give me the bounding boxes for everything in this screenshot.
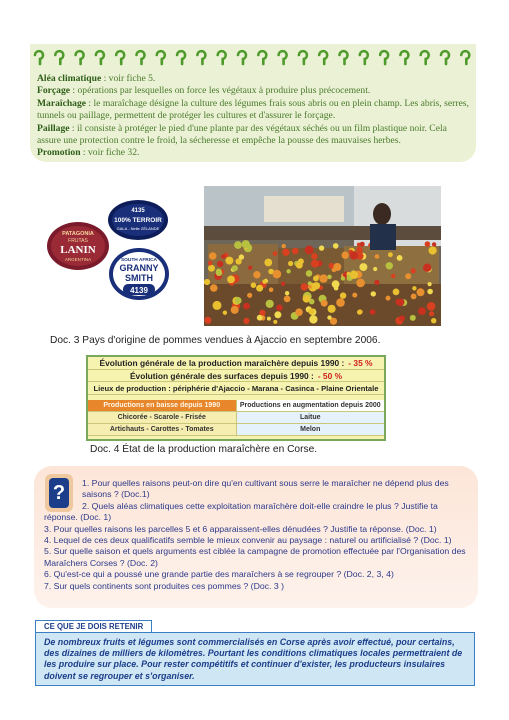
- fruit: [352, 293, 357, 298]
- question-item: 6. Qu'est-ce qui a poussé une grande partie des maraîchers à se regrouper ? (Doc. 2, 3, 4): [44, 569, 394, 580]
- sticker-lanin-bottom: ARGENTINA: [64, 257, 92, 262]
- fruit: [232, 265, 238, 271]
- fruit: [253, 271, 260, 278]
- spiral-ring: [238, 51, 246, 64]
- glossary-text: [37, 73, 469, 160]
- fruit: [397, 255, 403, 261]
- fruit: [319, 274, 327, 282]
- fruit: [305, 246, 314, 255]
- question-item: 4. Lequel de ces deux qualificatifs semble le mieux convenir au paysage : naturel ou artificialisé ? (Doc. 1): [44, 535, 452, 546]
- fruit: [235, 297, 242, 304]
- fruit: [308, 308, 314, 314]
- questions-list: [44, 478, 472, 592]
- fruit: [427, 302, 436, 311]
- question-item: 5. Sur quelle saison et quels arguments est ciblée la campagne de promotion effectuée par l'Organisation des Maraîchers Corses ? (Doc. 2): [44, 546, 466, 568]
- fruit: [306, 270, 313, 277]
- fruit: [296, 262, 303, 269]
- spiral-ring: [319, 51, 327, 64]
- sticker-lanin-name: LANIN: [60, 244, 96, 256]
- sticker-granny-name2: SMITH: [125, 273, 153, 283]
- fruit: [210, 284, 218, 292]
- fruit: [321, 300, 328, 307]
- fruit: [273, 251, 278, 256]
- retain-text: De nombreux fruits et légumes sont commercialisés en Corse après avoir effectué, pour certains, des dizaines de milliers de kilomètres. Pourtant les conditions climatiques locales permettraient de les produire sur place. Pour rester compétitifs et continuer d'exister, les producteurs insulaires doivent se regrouper et s'organiser.: [35, 632, 475, 686]
- fruit: [431, 318, 436, 323]
- sticker-granny: [109, 248, 169, 300]
- doc3-caption: Doc. 3 Pays d'origine de pommes vendues à Ajaccio en septembre 2006.: [50, 335, 381, 346]
- fruit: [208, 265, 215, 272]
- production-table: [86, 355, 386, 441]
- spiral-ring: [400, 51, 408, 64]
- fruit: [341, 276, 345, 280]
- glossary-entry: Paillage : il consiste à protéger le pied d'une plante par des végétaux séchés ou un film plastique noir. Cela assure une protection contre le froid, la sécheresse et empêche la pousse des mauvaises herbes.: [37, 122, 447, 147]
- fruit: [204, 279, 210, 285]
- spiral-ring: [461, 51, 469, 64]
- spiral-ring: [137, 51, 145, 64]
- fruit: [204, 317, 211, 324]
- fruit: [327, 275, 332, 280]
- glossary-entry: Maraîchage : le maraîchage désigne la culture des légumes frais sous abris ou en plein champ. Les abris, serres, tunnels ou paillage, permettent de protéger les cultures et d'assurer le forçage.: [37, 97, 469, 122]
- fruit: [223, 311, 227, 315]
- question-item: 2. Quels aléas climatiques cette exploitation maraîchère doit-elle craindre le plus ? Justifie ta réponse. (Doc. 1): [44, 500, 438, 523]
- spiral-ring: [116, 51, 124, 64]
- doc4-caption: Doc. 4 État de la production maraîchère en Corse.: [90, 444, 318, 455]
- apple-stickers: [40, 192, 180, 312]
- spiral-ring: [380, 51, 388, 64]
- fruit: [356, 247, 362, 253]
- fruit: [412, 286, 416, 290]
- sticker-terroir-code: 4135: [131, 208, 145, 214]
- fruit: [319, 245, 324, 250]
- header-baisse: Productions en baisse depuis 1990: [88, 400, 237, 412]
- fruit: [276, 305, 282, 311]
- fruit: [284, 296, 291, 303]
- fruit: [328, 305, 336, 313]
- sticker-lanin: [47, 222, 109, 270]
- question-item: 1. Pour quelles raisons peut-on dire qu'en cultivant sous serre le maraîcher ne dépend plus des saisons ? (Doc.1): [82, 478, 449, 500]
- spiral-ring: [258, 51, 266, 64]
- fruit: [360, 242, 365, 247]
- fruit: [327, 315, 331, 319]
- spiral-ring: [197, 51, 205, 64]
- fruit: [410, 315, 416, 321]
- fruit: [429, 246, 437, 254]
- fruit: [428, 282, 432, 286]
- sticker-granny-code: 4139: [130, 286, 148, 295]
- fruit: [225, 257, 233, 265]
- spiral-ring: [35, 51, 43, 64]
- fruit: [386, 296, 391, 301]
- fruit: [391, 274, 395, 278]
- fruit: [333, 263, 341, 271]
- spiral-ring: [360, 51, 368, 64]
- fruit: [311, 253, 317, 259]
- fruit: [208, 261, 213, 266]
- fruit: [256, 285, 263, 292]
- spiral-ring: [299, 51, 307, 64]
- fruit: [266, 300, 274, 308]
- fruit: [359, 263, 367, 271]
- fruit: [336, 298, 345, 307]
- fruit: [273, 270, 282, 279]
- spiral-binding: [32, 47, 474, 67]
- fruit: [370, 309, 376, 315]
- fruit: [411, 294, 417, 300]
- spiral-ring: [218, 51, 226, 64]
- fruit: [227, 276, 235, 284]
- fruit: [262, 280, 266, 284]
- fruit: [309, 315, 317, 323]
- fruit: [411, 268, 416, 273]
- fruit: [281, 282, 285, 286]
- table-row-production: Évolution générale de la production maraîchère depuis 1990 : - 35 %: [88, 357, 384, 370]
- fruit: [209, 252, 217, 260]
- fruit: [417, 288, 425, 296]
- fruit: [333, 243, 339, 249]
- fruit: [285, 291, 289, 295]
- table-row-surfaces: Évolution générale des surfaces depuis 1990 : - 50 %: [88, 370, 384, 382]
- fruit: [231, 306, 239, 314]
- fruit: [373, 267, 377, 271]
- fruit: [234, 241, 242, 249]
- fruit: [282, 249, 289, 256]
- fruit: [332, 280, 340, 288]
- fruit: [251, 282, 257, 288]
- fruit: [423, 264, 431, 272]
- sticker-terroir-name: 100% TERROIR: [114, 217, 162, 224]
- fruit: [216, 269, 222, 275]
- glossary-entry: Aléa climatique : voir fiche 5.: [37, 73, 156, 84]
- fruit: [405, 273, 411, 279]
- spiral-ring: [421, 51, 429, 64]
- fruit: [427, 289, 433, 295]
- spiral-ring: [177, 51, 185, 64]
- fruit: [308, 285, 312, 289]
- fruit: [295, 308, 303, 316]
- fruit: [313, 282, 320, 289]
- fruit: [386, 262, 393, 269]
- fruit: [313, 276, 319, 282]
- glossary-entry: Forçage : opérations par lesquelles on force les végétaux à produire plus précocement.: [37, 85, 371, 97]
- fruit: [286, 269, 290, 273]
- spiral-ring: [96, 51, 104, 64]
- fruit: [350, 271, 358, 279]
- spiral-ring: [55, 51, 63, 64]
- question-item: 7. Sur quels continents sont produites ces pommes ? (Doc. 3 ): [44, 580, 284, 591]
- fruit: [264, 259, 272, 267]
- fruit: [374, 280, 379, 285]
- fruit: [301, 283, 308, 290]
- fruit: [356, 279, 365, 288]
- fruit: [248, 266, 252, 270]
- table-row: Chicorée - Scarole - Frisée Laitue: [88, 412, 384, 424]
- sticker-granny-name1: GRANNY: [119, 263, 159, 273]
- fruit: [239, 254, 244, 259]
- fruit: [282, 244, 286, 248]
- spiral-ring: [441, 51, 449, 64]
- spiral-ring: [340, 51, 348, 64]
- fruit: [388, 252, 393, 257]
- fruit: [425, 241, 431, 247]
- fruit: [371, 291, 376, 296]
- fruit: [393, 289, 400, 296]
- fruit: [311, 260, 319, 268]
- fruit: [288, 261, 293, 266]
- fruit: [432, 242, 436, 246]
- retain-title: CE QUE JE DOIS RETENIR: [35, 620, 152, 632]
- glossary-entry: Promotion : voir fiche 32.: [37, 147, 140, 159]
- fruit: [342, 252, 349, 259]
- sticker-terroir-origin: GALA - Nelle ZÉLANDE: [116, 226, 160, 231]
- sticker-lanin-mid: FRUTAS: [68, 238, 88, 244]
- fruit: [221, 254, 225, 258]
- fruit: [242, 240, 250, 248]
- sticker-lanin-top: PATAGONIA: [62, 231, 94, 237]
- fruit: [418, 307, 426, 315]
- fruit: [217, 261, 223, 267]
- fruit: [273, 320, 277, 324]
- sticker-terroir: [108, 200, 168, 240]
- question-icon: ?: [45, 474, 73, 512]
- fruit: [257, 315, 263, 321]
- fruit: [303, 295, 311, 303]
- fruit: [350, 251, 359, 260]
- fruit: [247, 293, 252, 298]
- question-item: 3. Pour quelles raisons les parcelles 5 et 6 apparaissent-elles dénudées ? Justifie ta réponse. (Doc. 1): [44, 523, 437, 534]
- sticker-granny-top: SOUTH AFRICA: [120, 258, 158, 263]
- fruit: [269, 287, 274, 292]
- fruit: [243, 318, 249, 324]
- table-header: [88, 400, 384, 412]
- spiral-ring: [157, 51, 165, 64]
- fruit: [375, 254, 380, 259]
- fruit: [397, 299, 404, 306]
- fruit: [292, 248, 299, 255]
- fruit: [243, 303, 250, 310]
- fruit: [267, 317, 271, 321]
- fruit: [213, 301, 222, 310]
- fruit: [357, 310, 362, 315]
- table-row: Artichauts - Carottes - Tomates Melon: [88, 424, 384, 436]
- spiral-ring: [279, 51, 287, 64]
- fruit: [399, 315, 405, 321]
- fruit: [274, 311, 281, 318]
- fruit: [340, 292, 346, 298]
- fruit: [429, 311, 434, 316]
- table-row-lieux: Lieux de production : périphérie d'Ajaccio - Marana - Casinca - Plaine Orientale: [88, 382, 384, 395]
- market-photo: [204, 186, 441, 326]
- spiral-ring: [76, 51, 84, 64]
- header-augmentation: Productions en augmentation depuis 2000: [237, 400, 385, 412]
